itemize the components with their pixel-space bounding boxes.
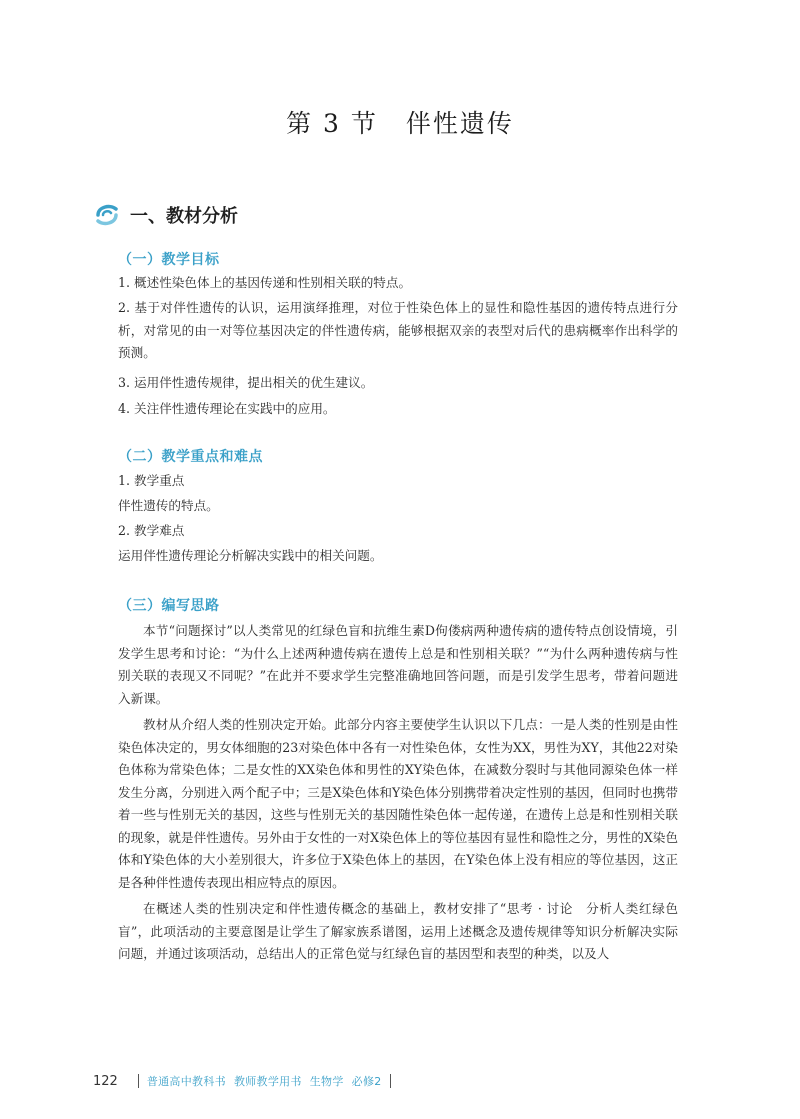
- footer-guide: 教师教学用书: [233, 1075, 302, 1088]
- goal-1: 1. 概述性染色体上的基因传递和性别相关联的特点。: [118, 275, 412, 290]
- footer-divider-end: [390, 1074, 391, 1088]
- footer-divider: [138, 1074, 139, 1088]
- goal-2-text: 2. 基于对伴性遗传的认识，运用演绎推理，对位于性染色体上的显性和隐性基因的遗传特点进行分析，对常见的由一对等位基因决定的伴性遗传病，能够根据双亲的表型对后代的患病概率作出科学的预测。: [118, 300, 678, 360]
- section-number: 第 3 节: [286, 109, 378, 138]
- difficulty-text: 运用伴性遗传理论分析解决实践中的相关问题。: [118, 548, 383, 563]
- section-heading-text: 一、教材分析: [130, 206, 238, 227]
- section-title: 伴性遗传: [405, 109, 514, 138]
- paragraph-2: 教材从介绍人类的性别决定开始。此部分内容主要使学生认识以下几点：一是人类的性别是由性染色体决定的，男女体细胞的23对染色体中各有一对性染色体，女性为XX，男性为XY，其他22对染色体称为常染色体；二是女性的XX染色体和男性的XY染色体，在减数分裂时与其他同源染色体一样发生分离，分别进入两个配子中；三是X染色体和Y染色体分别携带着决定性别的基因，但同时也携带着一些与性别无关的基因，这些与性别无关的基因随性染色体一起传递，在遗传上总是和性别相关联的现象，就是伴性遗传。另外由于女性的一对X染色体上的等位基因有显性和隐性之分，男性的X染色体和Y染色体的大小差别很大，许多位于X染色体上的基因，在Y染色体上没有相应的等位基因，这正是各种伴性遗传表现出相应特点的原因。: [118, 717, 678, 890]
- page-footer: [93, 1073, 399, 1089]
- goal-3: 3. 运用伴性遗传规律，提出相关的优生建议。: [118, 375, 374, 390]
- subheading-key-points: （二）教学重点和难点: [118, 449, 263, 465]
- paragraph-3: 在概述人类的性别决定和伴性遗传概念的基础上，教材安排了“思考 · 讨论 分析人类红绿色盲”，此项活动的主要意图是让学生了解家族系谱图，运用上述概念及遗传规律等知识分析解决实际问题，并通过该项活动，总结出人的正常色觉与红绿色盲的基因型和表型的种类，以及人: [118, 901, 678, 961]
- subheading-goals: （一）教学目标: [118, 252, 220, 268]
- approach-text: [118, 620, 678, 970]
- subheading-approach: （三）编写思路: [118, 598, 220, 614]
- goal-2: [118, 297, 678, 365]
- paragraph-1: 本节“问题探讨”以人类常见的红绿色盲和抗维生素D佝偻病两种遗传病的遗传特点创设情境，引发学生思考和讨论：“为什么上述两种遗传病在遗传上总是和性别相关联？”“为什么两种遗传病与性别关联的表现又不同呢？”在此并不要求学生完整准确地回答问题，而是引发学生思考，带着问题进入新课。: [118, 623, 678, 706]
- swirl-icon: [92, 201, 122, 229]
- goal-4: 4. 关注伴性遗传理论在实践中的应用。: [118, 401, 336, 416]
- footer-subject: 生物学: [309, 1075, 344, 1088]
- key-label: 1. 教学重点: [118, 473, 185, 488]
- difficulty-label: 2. 教学难点: [118, 523, 185, 538]
- footer-book: 普通高中教科书: [146, 1075, 226, 1088]
- footer-volume: 必修2: [351, 1075, 382, 1088]
- key-text: 伴性遗传的特点。: [118, 498, 219, 513]
- page-title: [0, 104, 800, 140]
- section-heading: [92, 200, 238, 230]
- page-number: 122: [93, 1073, 118, 1089]
